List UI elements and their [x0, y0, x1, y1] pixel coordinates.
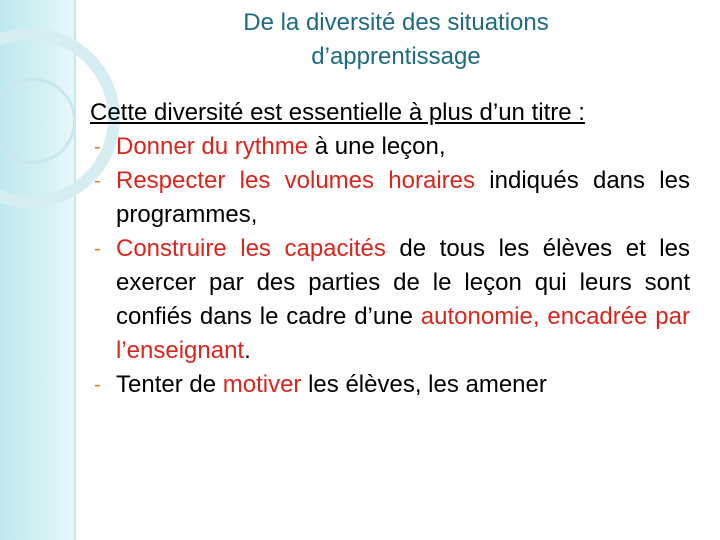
- slide-title-line-2: d’apprentissage: [311, 43, 481, 70]
- bullet-item-capacities: [90, 232, 690, 368]
- slide-title-line-1: De la diversité des situations: [243, 9, 549, 36]
- slide-body: [90, 96, 690, 402]
- bullet-item-motivate: [90, 368, 690, 402]
- emphasis-text: Respecter les volumes horaires: [116, 167, 475, 194]
- emphasis-text: autonomie, encadrée par l’enseignant: [116, 303, 690, 364]
- bullet-dash: -: [94, 170, 101, 192]
- bullet-dash: -: [94, 136, 101, 158]
- bullet-text: à une leçon,: [308, 133, 446, 160]
- bullet-item-volumes: [90, 164, 690, 232]
- slide-title: [92, 6, 700, 74]
- emphasis-text: motiver: [222, 371, 302, 398]
- bullet-text: .: [244, 337, 251, 364]
- bullet-text: les élèves, les amener: [301, 371, 547, 398]
- bullet-text: Tenter de: [116, 371, 223, 398]
- bullet-dash: -: [94, 238, 101, 260]
- intro-text: Cette diversité est essentielle à plus d’un titre :: [90, 99, 585, 126]
- bullet-text: de tous les élèves et les exercer par des parties de le leçon qui leurs sont confiés dans le cadre d’une: [116, 235, 690, 330]
- bullet-list: [90, 130, 690, 402]
- bullet-text: indiqués dans les programmes,: [116, 167, 690, 228]
- bullet-dash: -: [94, 374, 101, 396]
- bullet-item-rhythm: [90, 130, 690, 164]
- emphasis-text: Donner du rythme: [116, 133, 309, 160]
- emphasis-text: Construire les capacités: [116, 235, 386, 262]
